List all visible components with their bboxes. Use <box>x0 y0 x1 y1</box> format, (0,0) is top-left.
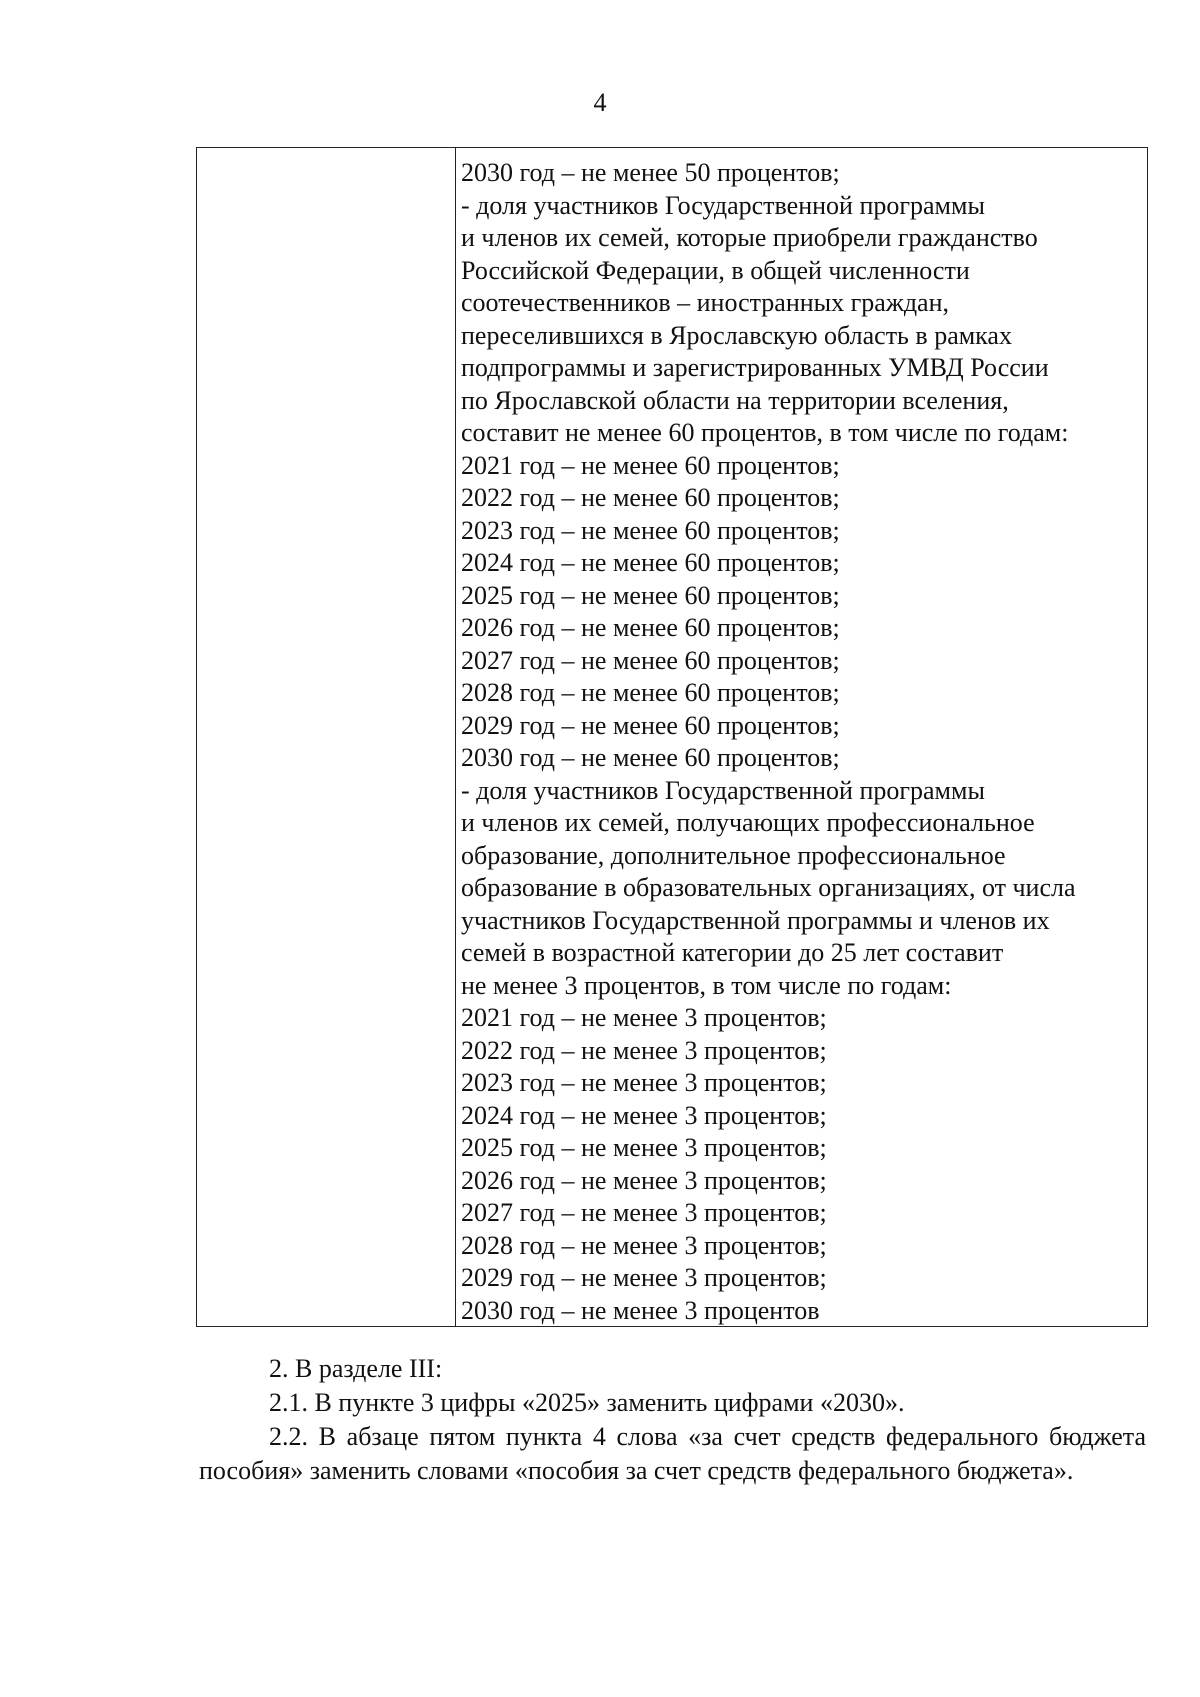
table-line: 2028 год – не менее 3 процентов; <box>461 1230 827 1260</box>
table-line: 2021 год – не менее 60 процентов; <box>461 450 840 480</box>
table-line: не менее 3 процентов, в том числе по годам: <box>461 970 952 1000</box>
table-line: и членов их семей, получающих профессиональное <box>461 808 1035 837</box>
table-line: Российской Федерации, в общей численности <box>461 255 970 285</box>
table-left-cell <box>197 148 456 1326</box>
table-line: 2029 год – не менее 60 процентов; <box>461 710 840 740</box>
table-line: 2030 год – не менее 50 процентов; <box>461 158 840 187</box>
table-line: 2027 год – не менее 3 процентов; <box>461 1198 827 1227</box>
paragraph-2-2: 2.2. В абзаце пятом пункта 4 слова «за счет средств федерального бюджета пособия» заменить словами «пособия за счет средств федерального бюджета». <box>199 1422 1146 1485</box>
table-line: подпрограммы и зарегистрированных УМВД России <box>461 353 1049 382</box>
table-line: семей в возрастной категории до 25 лет составит <box>461 938 1004 967</box>
table-line: соотечественников – иностранных граждан, <box>461 288 949 317</box>
table-line: 2025 год – не менее 60 процентов; <box>461 580 840 610</box>
table-line: образование, дополнительное профессиональное <box>461 840 1006 870</box>
paragraph-section-3: 2. В разделе III: <box>269 1354 443 1383</box>
paragraph-2-1: 2.1. В пункте 3 цифры «2025» заменить цифрами «2030». <box>269 1388 905 1417</box>
table-line: 2030 год – не менее 3 процентов <box>461 1295 820 1325</box>
table-line: 2021 год – не менее 3 процентов; <box>461 1003 827 1032</box>
table-line: 2024 год – не менее 60 процентов; <box>461 548 840 577</box>
amendments-text <box>199 1352 1146 1488</box>
table-line: 2026 год – не менее 60 процентов; <box>461 613 840 642</box>
table-line: переселившихся в Ярославскую область в рамках <box>461 320 1012 350</box>
table-line: по Ярославской области на территории вселения, <box>461 385 1009 415</box>
table-line: 2022 год – не менее 3 процентов; <box>461 1035 827 1065</box>
table-line: 2029 год – не менее 3 процентов; <box>461 1263 827 1292</box>
table-line: 2023 год – не менее 3 процентов; <box>461 1068 827 1097</box>
table-line: участников Государственной программы и членов их <box>461 905 1050 935</box>
table-line: 2027 год – не менее 60 процентов; <box>461 645 840 675</box>
table-line: и членов их семей, которые приобрели гражданство <box>461 223 1038 252</box>
page-number: 4 <box>593 88 607 117</box>
table-line: 2030 год – не менее 60 процентов; <box>461 743 840 772</box>
table-line: 2024 год – не менее 3 процентов; <box>461 1100 827 1130</box>
table-line: составит не менее 60 процентов, в том числе по годам: <box>461 418 1069 447</box>
table-line: 2028 год – не менее 60 процентов; <box>461 678 840 707</box>
table-line: 2022 год – не менее 60 процентов; <box>461 483 840 512</box>
indicators-table <box>196 147 1148 1327</box>
table-line: образование в образовательных организациях, от числа <box>461 873 1076 902</box>
table-line: 2023 год – не менее 60 процентов; <box>461 515 840 545</box>
table-line: 2025 год – не менее 3 процентов; <box>461 1133 827 1162</box>
table-right-cell <box>456 148 1147 1327</box>
table-line: - доля участников Государственной программы <box>461 190 985 220</box>
table-line: 2026 год – не менее 3 процентов; <box>461 1165 827 1195</box>
table-line: - доля участников Государственной программы <box>461 775 985 805</box>
